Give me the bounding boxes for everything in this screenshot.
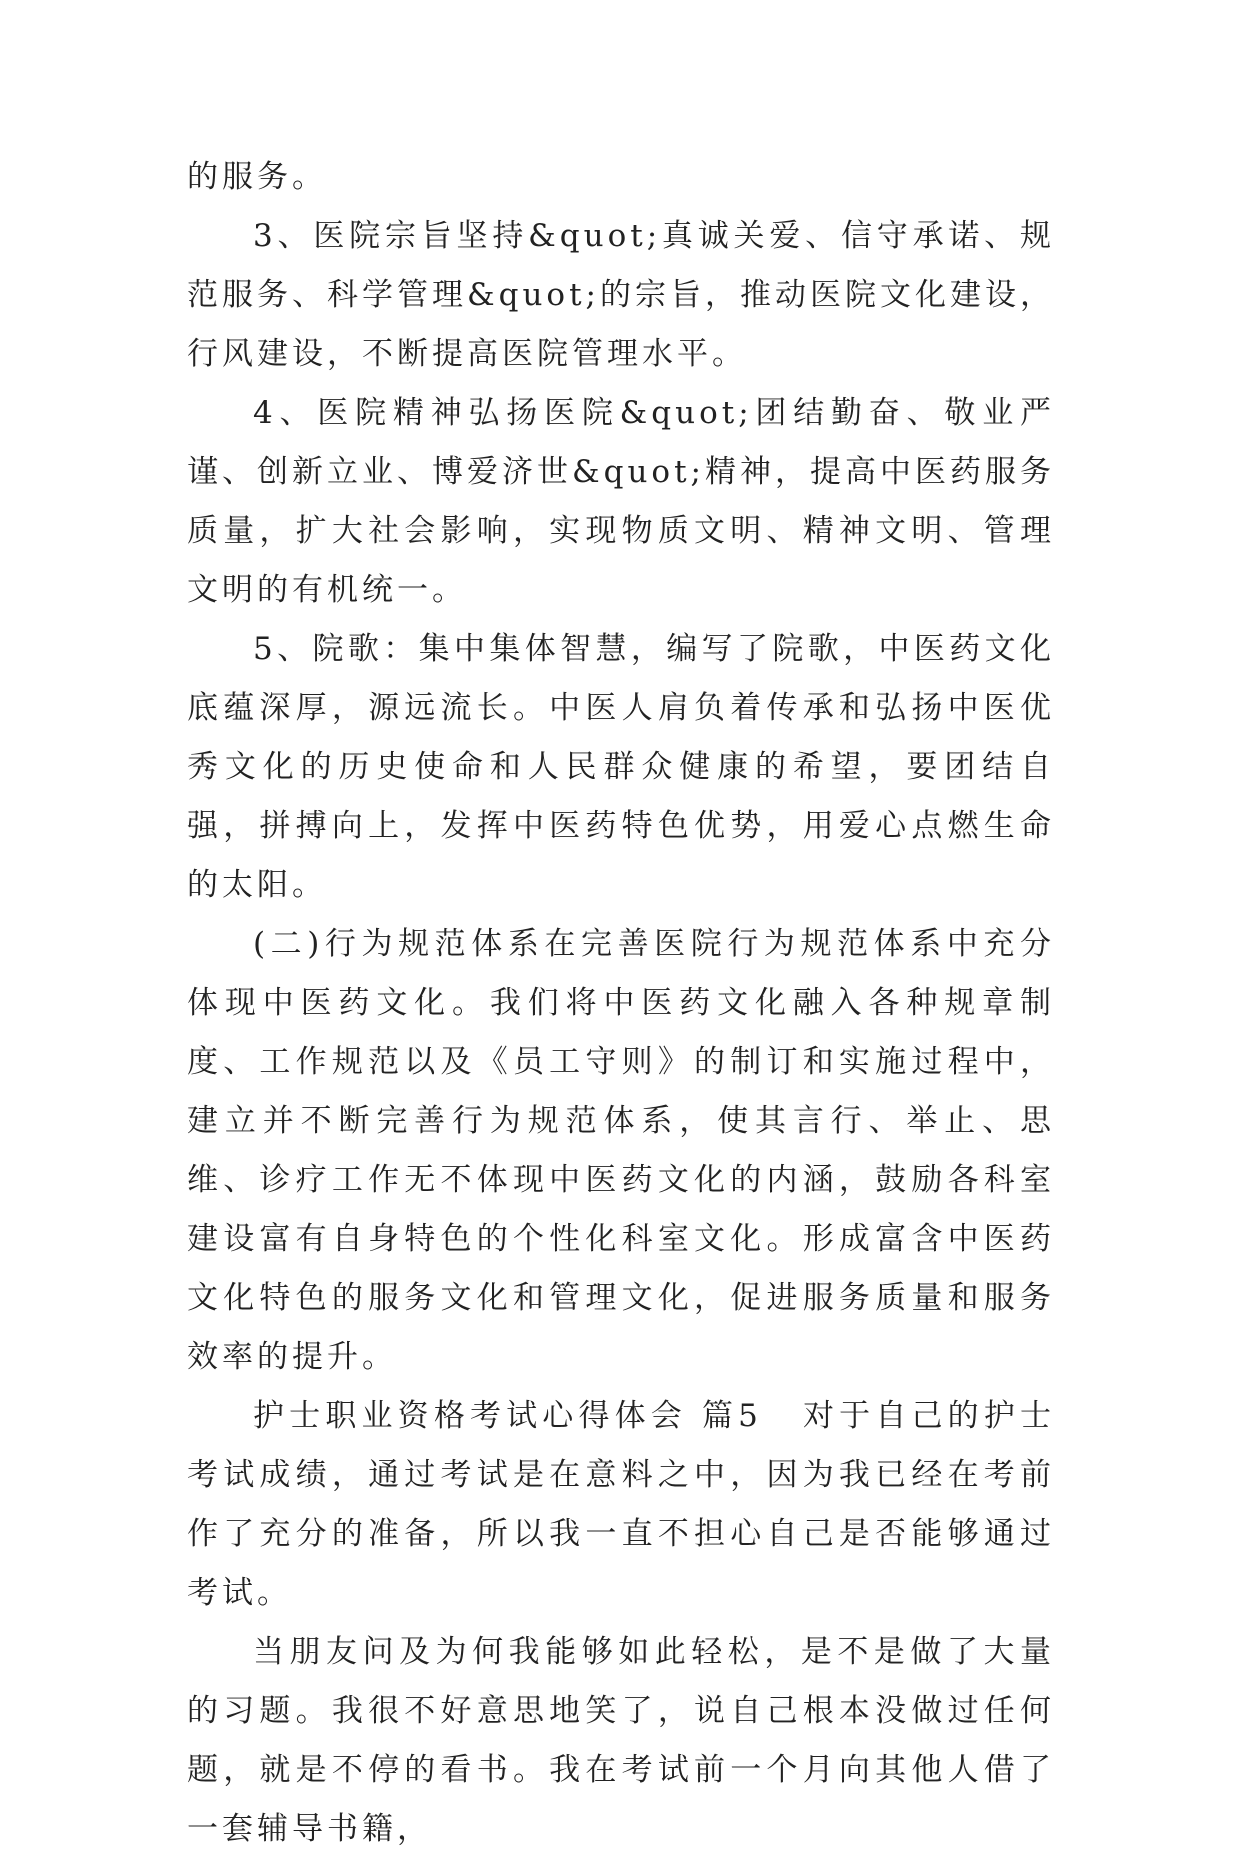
paragraph-6-text: 对于自己的护士考试成绩，通过考试是在意料之中，因为我已经在考前作了充分的准备，所以我一直不担心自己是否能够通过考试。 — [187, 1398, 1055, 1611]
document-body — [187, 148, 1055, 1859]
paragraph-1: 的服务。 — [187, 159, 327, 195]
paragraph-5: (二)行为规范体系在完善医院行为规范体系中充分体现中医药文化。我们将中医药文化融入各种规章制度、工作规范以及《员工守则》的制订和实施过程中，建立并不断完善行为规范体系，使其言行、举止、思维、诊疗工作无不体现中医药文化的内涵，鼓励各科室建设富有自身特色的个性化科室文化。形成富含中医药文化特色的服务文化和管理文化，促进服务质量和服务效率的提升。 — [187, 926, 1055, 1375]
paragraph-2: 3、医院宗旨坚持&quot;真诚关爱、信守承诺、规范服务、科学管理&quot;的宗旨，推动医院文化建设，行风建设，不断提高医院管理水平。 — [187, 218, 1055, 372]
paragraph-3: 4、医院精神弘扬医院&quot;团结勤奋、敬业严谨、创新立业、博爱济世&quot;精神，提高中医药服务质量，扩大社会影响，实现物质文明、精神文明、管理文明的有机统一。 — [187, 395, 1055, 608]
paragraph-4: 5、院歌：集中集体智慧，编写了院歌，中医药文化底蕴深厚，源远流长。中医人肩负着传承和弘扬中医优秀文化的历史使命和人民群众健康的希望，要团结自强，拼搏向上，发挥中医药特色优势，用爱心点燃生命的太阳。 — [187, 631, 1055, 903]
paragraph-7: 当朋友问及为何我能够如此轻松，是不是做了大量的习题。我很不好意思地笑了，说自己根本没做过任何题，就是不停的看书。我在考试前一个月向其他人借了一套辅导书籍， — [187, 1634, 1055, 1847]
section-heading: 护士职业资格考试心得体会 篇5 — [253, 1398, 762, 1434]
paragraph-6 — [187, 1387, 1055, 1623]
